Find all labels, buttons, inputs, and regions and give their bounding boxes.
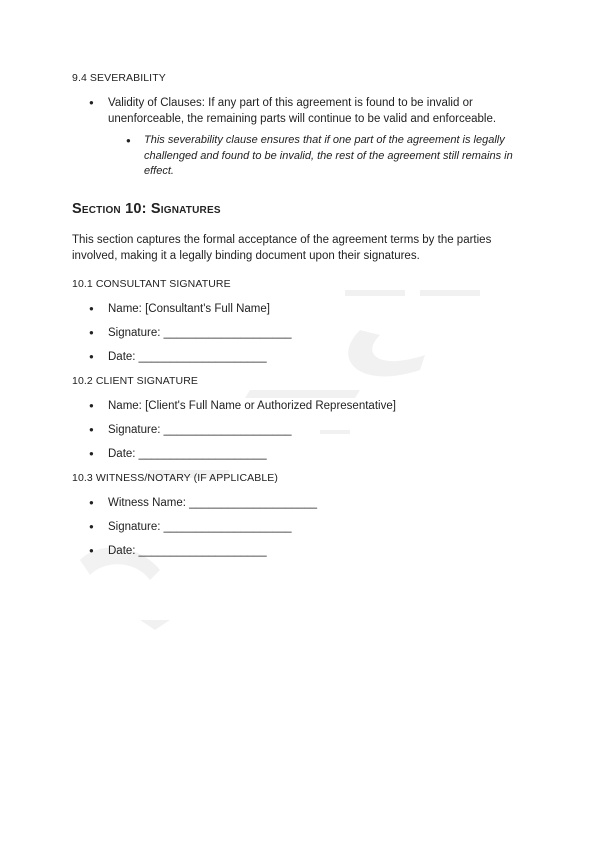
list-item: ● Name: [Client's Full Name or Authorized Representative]: [72, 398, 528, 414]
list-item: ● Witness Name: ____________________: [72, 495, 528, 511]
witness-signature-heading: 10.3 WITNESS/NOTARY (IF APPLICABLE): [72, 471, 278, 484]
list-item: ● Signature: ____________________: [72, 422, 528, 438]
consultant-signature-heading: 10.1 CONSULTANT SIGNATURE: [72, 277, 231, 290]
severability-list: [72, 95, 528, 127]
section-9-4-heading: 9.4 SEVERABILITY: [72, 72, 166, 84]
severability-sub-list: [72, 133, 528, 180]
list-item: ● Signature: ____________________: [72, 325, 528, 341]
list-item: ● Name: [Consultant's Full Name]: [72, 301, 528, 317]
list-item: ● This severability clause ensures that if one part of the agreement is legally challenged and found to be invalid, the rest of the agreement still remains in effect.: [72, 133, 528, 180]
list-item: ● Date: ____________________: [72, 349, 528, 365]
client-signature-list: [72, 398, 528, 462]
list-item: ● Date: ____________________: [72, 446, 528, 462]
section-10-title: Section 10: Signatures: [72, 200, 221, 217]
list-item: ● Date: ____________________: [72, 543, 528, 559]
document-content: [72, 72, 528, 567]
witness-signature-list: [72, 495, 528, 559]
section-10-intro: This section captures the formal acceptance of the agreement terms by the parties involved, making it a legally binding document upon their signatures.: [72, 233, 492, 262]
list-item: ● Signature: ____________________: [72, 519, 528, 535]
client-signature-heading: 10.2 CLIENT SIGNATURE: [72, 374, 198, 387]
consultant-signature-list: [72, 301, 528, 365]
list-item: ● Validity of Clauses: If any part of this agreement is found to be invalid or unenforceable, the remaining parts will continue to be valid and enforceable.: [72, 95, 528, 127]
